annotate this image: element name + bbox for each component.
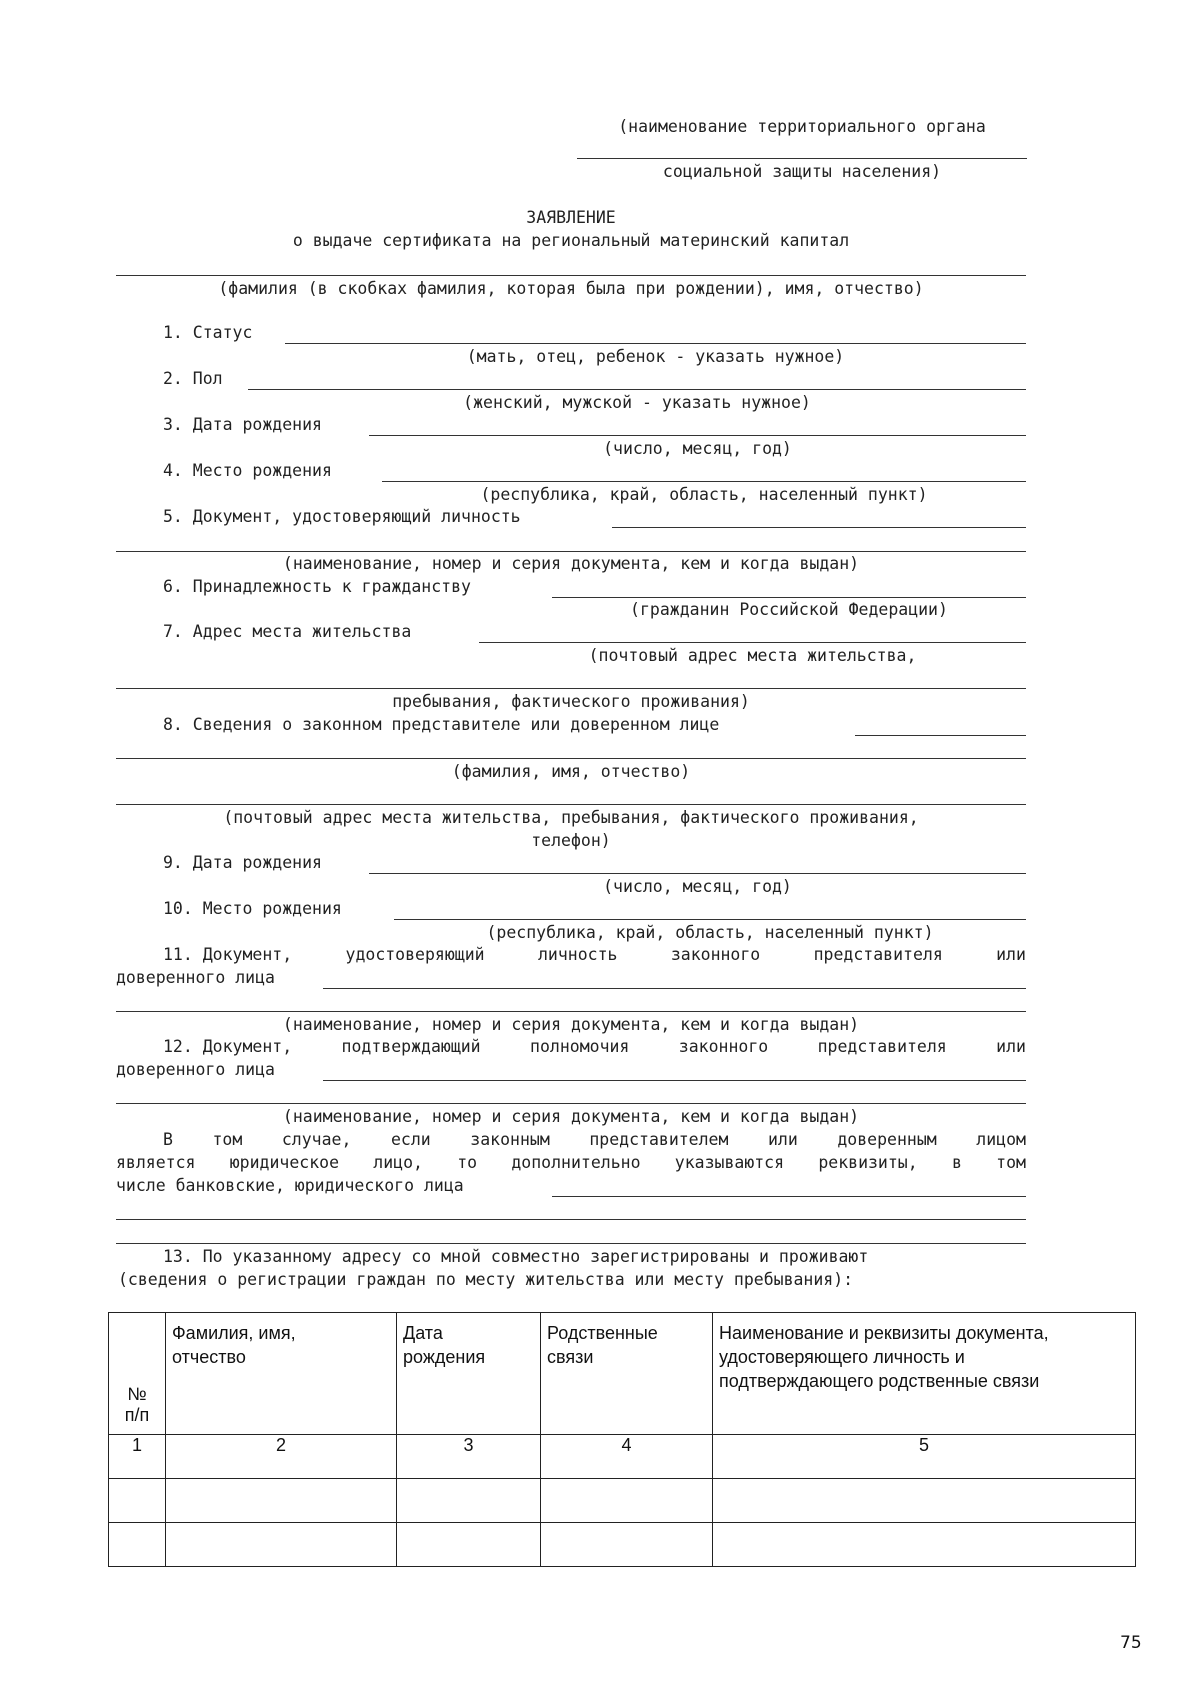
legal-entity-line2 (116, 1153, 1026, 1173)
addressee-blank[interactable] (577, 158, 1027, 159)
header-cell-number (109, 1313, 166, 1435)
field-citizenship-input[interactable] (552, 597, 1026, 598)
field-rep-authority-input[interactable] (323, 1080, 1026, 1081)
label-word: полномочия (530, 1037, 630, 1056)
header-text: отчество (172, 1347, 246, 1367)
field-rep-birthdate-label: 9. Дата рождения (163, 853, 322, 872)
field-status-hint: (мать, отец, ребенок - указать нужное) (466, 347, 845, 366)
table-cell[interactable] (713, 1479, 1136, 1523)
field-rep-birthplace-label: 10. Место рождения (163, 899, 342, 918)
text-word: случае, (281, 1130, 352, 1149)
table-header-row (109, 1313, 1136, 1435)
column-number-cell: 1 (109, 1435, 166, 1479)
label-word: подтверждающий (341, 1037, 481, 1056)
table-column-number-row (109, 1435, 1136, 1479)
document-subtitle: о выдаче сертификата на региональный материнский капитал (292, 231, 850, 250)
page-number: 75 (1120, 1633, 1142, 1653)
text-word: в (951, 1153, 962, 1172)
header-text: Дата (403, 1323, 443, 1343)
field-representative-hint3: телефон) (531, 831, 611, 850)
text-word: если (390, 1130, 431, 1149)
addressee-line1: (наименование территориального органа (618, 117, 986, 136)
table-cell[interactable] (541, 1479, 713, 1523)
field-id-document-hint: (наименование, номер и серия документа, кем и когда выдан) (282, 554, 860, 573)
text-word: том (212, 1130, 243, 1149)
header-cell-full-name (166, 1313, 397, 1435)
field-citizenship-hint: (гражданин Российской Федерации) (630, 600, 948, 619)
field-rep-id-document-input[interactable] (323, 988, 1026, 989)
text-word: лицом (976, 1130, 1026, 1149)
text-word: является (116, 1153, 196, 1172)
header-text: № (127, 1384, 147, 1404)
label-word: представителя (817, 1037, 947, 1056)
header-text: Наименование и реквизиты документа, (719, 1323, 1049, 1343)
table-cell[interactable] (109, 1479, 166, 1523)
field-id-document-input-line2[interactable] (116, 551, 1026, 552)
co-residents-table (108, 1312, 1136, 1567)
field-representative-hint1: (фамилия, имя, отчество) (451, 762, 691, 781)
text-word: представителем (589, 1130, 729, 1149)
field-address-input[interactable] (479, 642, 1026, 643)
table-cell[interactable] (109, 1523, 166, 1567)
table-cell[interactable] (541, 1523, 713, 1567)
text-word: реквизиты, (818, 1153, 918, 1172)
field-rep-id-document-input-line2[interactable] (116, 1011, 1026, 1012)
section13-line1: 13. По указанному адресу со мной совместно зарегистрированы и проживают (163, 1247, 869, 1266)
label-word: удостоверяющий (345, 945, 485, 964)
header-text: п/п (124, 1405, 150, 1425)
header-text: удостоверяющего личность и (719, 1347, 965, 1367)
applicant-name-field[interactable] (116, 275, 1026, 276)
header-text: Фамилия, имя, (172, 1323, 296, 1343)
text-word: дополнительно (511, 1153, 641, 1172)
text-word: том (996, 1153, 1026, 1172)
text-word: юридическое (229, 1153, 340, 1172)
field-rep-authority-hint: (наименование, номер и серия документа, кем и когда выдан) (282, 1107, 860, 1126)
header-cell-relationship (541, 1313, 713, 1435)
label-word: представителя (813, 945, 943, 964)
table-row (109, 1523, 1136, 1567)
section13-line2: (сведения о регистрации граждан по месту жительства или месту пребывания): (118, 1270, 854, 1289)
text-word: то (457, 1153, 478, 1172)
legal-entity-line3: числе банковские, юридического лица (116, 1176, 464, 1195)
header-text: подтверждающего родственные связи (719, 1371, 1040, 1391)
field-rep-authority-label (163, 1037, 1026, 1057)
header-text: рождения (403, 1347, 486, 1367)
field-representative-name-input[interactable] (116, 758, 1026, 759)
field-representative-hint2: (почтовый адрес места жительства, пребывания, фактического проживания, (223, 808, 919, 827)
field-sex-input[interactable] (248, 389, 1026, 390)
field-rep-birthdate-hint: (число, месяц, год) (603, 877, 792, 896)
legal-entity-details-input-line3[interactable] (116, 1243, 1026, 1244)
addressee-line2: социальной защиты населения) (662, 162, 942, 181)
text-word: В (163, 1130, 173, 1149)
field-rep-id-document-hint: (наименование, номер и серия документа, кем и когда выдан) (282, 1015, 860, 1034)
legal-entity-details-input[interactable] (552, 1196, 1026, 1197)
table-cell[interactable] (166, 1479, 397, 1523)
table-cell[interactable] (397, 1523, 541, 1567)
label-word: или (996, 1037, 1026, 1056)
field-birthdate-hint: (число, месяц, год) (603, 439, 792, 458)
field-birthdate-label: 3. Дата рождения (163, 415, 322, 434)
column-number-cell: 4 (541, 1435, 713, 1479)
field-birthplace-hint: (республика, край, область, населенный пункт) (480, 485, 928, 504)
field-rep-birthdate-input[interactable] (369, 873, 1026, 874)
table-cell[interactable] (166, 1523, 397, 1567)
field-birthdate-input[interactable] (369, 435, 1026, 436)
field-address-hint1: (почтовый адрес места жительства, (588, 646, 917, 665)
field-sex-label: 2. Пол (163, 369, 223, 388)
field-rep-id-document-label2: доверенного лица (116, 968, 275, 987)
text-word: доверенным (837, 1130, 937, 1149)
field-citizenship-label: 6. Принадлежность к гражданству (163, 577, 471, 596)
label-word: законного (670, 945, 761, 964)
field-representative-input[interactable] (855, 735, 1026, 736)
label-word: законного (678, 1037, 769, 1056)
field-sex-hint: (женский, мужской - указать нужное) (463, 393, 811, 412)
applicant-name-hint: (фамилия (в скобках фамилия, которая была при рождении), имя, отчество) (218, 279, 924, 298)
label-word: личность (537, 945, 618, 964)
text-word: указываются (674, 1153, 785, 1172)
field-id-document-label: 5. Документ, удостоверяющий личность (163, 507, 521, 526)
legal-entity-line1 (163, 1130, 1026, 1150)
field-representative-label: 8. Сведения о законном представителе или доверенном лице (163, 715, 720, 734)
field-address-input-line2[interactable] (116, 688, 1026, 689)
header-text: связи (547, 1347, 594, 1367)
field-address-label: 7. Адрес места жительства (163, 622, 412, 641)
field-id-document-input[interactable] (612, 527, 1026, 528)
header-text: Родственные (547, 1323, 658, 1343)
column-number-cell: 3 (397, 1435, 541, 1479)
label-word: или (996, 945, 1026, 964)
text-word: лицо, (373, 1153, 423, 1172)
label-word: 12. Документ, (163, 1037, 293, 1056)
field-rep-birthplace-hint: (республика, край, область, населенный пункт) (486, 923, 934, 942)
field-birthplace-label: 4. Место рождения (163, 461, 332, 480)
field-birthplace-input[interactable] (382, 481, 1026, 482)
table-cell[interactable] (713, 1523, 1136, 1567)
header-cell-birthdate (397, 1313, 541, 1435)
field-address-hint2: пребывания, фактического проживания) (392, 692, 750, 711)
header-cell-document (713, 1313, 1136, 1435)
document-title: ЗАЯВЛЕНИЕ (526, 208, 616, 227)
field-rep-id-document-label (163, 945, 1026, 965)
field-status-input[interactable] (285, 343, 1026, 344)
field-rep-authority-input-line2[interactable] (116, 1103, 1026, 1104)
legal-entity-details-input-line2[interactable] (116, 1219, 1026, 1220)
table-row (109, 1479, 1136, 1523)
field-rep-birthplace-input[interactable] (394, 919, 1026, 920)
field-representative-address-input[interactable] (116, 804, 1026, 805)
text-word: или (767, 1130, 798, 1149)
text-word: законным (470, 1130, 550, 1149)
column-number-cell: 2 (166, 1435, 397, 1479)
column-number-cell: 5 (713, 1435, 1136, 1479)
field-status-label: 1. Статус (163, 323, 253, 342)
table-cell[interactable] (397, 1479, 541, 1523)
field-rep-authority-label2: доверенного лица (116, 1060, 275, 1079)
label-word: 11. Документ, (163, 945, 293, 964)
